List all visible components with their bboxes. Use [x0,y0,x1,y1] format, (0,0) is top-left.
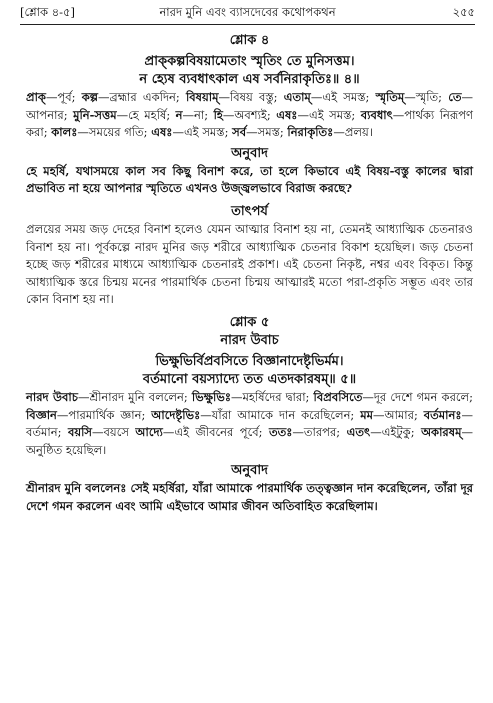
synonym-word: বর্তমানঃ [423,407,462,422]
synonym-meaning: —না; [182,107,214,122]
synonym-word: বয়সি [67,425,93,440]
synonym-word: আদেষ্টৃভিঃ [151,407,201,422]
synonym-word: কল্প [81,90,99,104]
synonym-meaning: —হে মহর্ষি; [116,107,176,122]
synonym-meaning: —বয়সে [92,425,136,440]
synonym-meaning: —সময়ের গতি; [77,125,152,140]
synonym-meaning: —অনুষ্ঠিত হয়েছিল। [26,425,473,457]
synonym-meaning: —শ্রীনারদ মুনি বললেন; [77,389,192,404]
synonym-meaning: —পারমার্থিক জ্ঞান; [56,407,152,422]
synonym-meaning: —দূর দেশে গমন করলে; [362,389,473,404]
page-content [26,32,473,516]
synonym-meaning: —মহর্ষিদের দ্বারা; [231,389,314,404]
synonym-word: বিপ্রবসিতে [313,389,363,404]
verse4-translation-heading: অনুবাদ [231,145,268,161]
synonym-word: বিজ্ঞান [26,407,57,422]
synonym-word: স্মৃতিম্‌ [375,90,405,104]
synonym-word: ভিক্ষুভিঃ [191,389,232,404]
running-header [20,2,475,25]
synonym-meaning: —পার্থক্য নিরূপণ করা; [26,107,474,140]
synonym-word: এষঃ [151,125,173,140]
verse5-line1: ভিক্ষুভির্বিপ্রবসিতে বিজ্ঞানাদেষ্টৃভির্মম। [155,353,344,369]
verse4-purport: প্রলয়ের সময় জড় দেহের বিনাশ হলেও যেমন আত্মার বিনাশ হয় না, তেমনই আধ্যাত্মিক চেতনারও বিনাশ হয় না। পূর্বকল্পে নারদ মুনির জড় শরীরে আধ্যাত্মিক চেতনার বিকাশ হয়েছিল। জড় চেতনা হচ্ছে জড় শরীরের মাধ্যমে আধ্যাত্মিক চেতনারই প্রকাশ। এই চেতনা নিকৃষ্ট, নশ্বর এবং বিকৃত। কিন্তু আধ্যাত্মিক স্তরে চিন্ময় মনের পারমার্থিক চেতনা চিন্ময় আত্মারই মতো পরা-প্রকৃতি সম্ভূত এবং তার কোন বিনাশ হয় না। [26,221,473,307]
synonym-meaning: —এই জীবনের পূর্বে; [162,425,269,440]
synonym-word: কালঃ [51,125,78,140]
synonym-word: নারদ উবাচ [26,389,78,404]
synonym-meaning: —যাঁরা আমাকে দান করেছিলেন; [200,407,361,422]
synonym-meaning: —তারপর; [292,425,347,440]
synonym-meaning: —পূর্ব; [45,90,82,104]
verse5-heading: শ্লোক ৫ [229,314,270,330]
synonym-word: এতাম্‌ [283,90,311,104]
verse4-synonyms [26,89,473,142]
synonym-word: মম [360,407,373,422]
synonym-meaning: —আমার; [373,407,424,422]
verse5-line2: বর্তমানো বয়স্যাদ্যে তত এতদকারষম্‌॥ ৫॥ [142,371,357,387]
verse4-line1: প্রাক্‌কল্পবিষয়ামেতাং স্মৃতিং তে মুনিসত্তম। [144,54,355,69]
verse4-purport-heading: তাৎপর্য [231,203,268,219]
verse5-translation-heading: অনুবাদ [231,463,268,479]
synonym-word: নিরাকৃতিঃ [287,125,334,140]
synonym-word: ততঃ [268,425,293,440]
verse4-heading: শ্লোক ৪ [229,33,270,48]
synonym-word: আদ্যে [135,425,163,440]
synonym-word: তে [448,90,462,104]
synonym-word: বিষয়াম্‌ [185,90,219,104]
synonym-word: ব্যবধাৎ [360,107,393,122]
synonym-meaning: —অবশ্যই; [222,107,277,122]
synonym-meaning: —সমস্ত; [246,125,288,140]
synonym-meaning: —বিষয় বস্তু; [218,90,284,104]
synonym-meaning: —প্রলয়। [333,125,373,140]
synonym-word: এষঃ [276,107,298,122]
synonym-meaning: —এই সমস্ত; [172,125,233,140]
verse5-translation: শ্রীনারদ মুনি বললেনঃ সেই মহর্ষিরা, যাঁরা আমাকে পারমার্থিক তত্ত্বজ্ঞান দান করেছিলেন, তাঁরা দূর দেশে গমন করলেন এবং আমি এইভাবে আমার জীবন অতিবাহিত করেছিলাম। [26,481,473,513]
synonym-word: মুনি-সত্তম [73,107,117,122]
synonym-word: প্রাক্‌ [26,90,46,104]
synonym-word: ন [175,107,183,122]
header-verse-range: [শ্লোক ৪-৫] [20,4,75,19]
synonym-meaning: —এইটুকু; [370,425,422,440]
header-page-number: ২৫৫ [452,4,475,19]
synonym-meaning: —ব্রহ্মার একদিন; [98,90,186,104]
synonym-meaning: —স্মৃতি; [404,90,449,104]
synonym-meaning: —এই সমস্ত; [297,107,361,122]
verse5-synonyms [26,389,473,459]
verse5-speaker: নারদ উবাচ [220,332,279,348]
synonym-word: হি [213,107,223,122]
synonym-word: সর্ব [232,125,247,140]
verse4-translation: হে মহর্ষি, যথাসময়ে কাল সব কিছু বিনাশ করে, তা হলে কিভাবে এই বিষয়-বস্তু কালের দ্বারা প্রভাবিত না হয়ে আপনার স্মৃতিতে এখনও উজ্জ্বলভাবে বিরাজ করছে? [26,163,473,196]
synonym-meaning: —বর্তমান; [26,407,473,440]
header-chapter-title: নারদ মুনি এবং ব্যাসদেবের কথোপকথন [159,4,336,19]
synonym-meaning: —এই সমস্ত; [310,90,376,104]
verse4-line2: ন হ্যেষ ব্যবধাৎকাল এষ সর্বনিরাকৃতিঃ॥ ৪॥ [139,72,360,87]
synonym-word: এতৎ [346,425,371,440]
synonym-word: অকারষম্‌ [421,425,462,440]
synonym-meaning: —আপনার; [26,90,473,122]
